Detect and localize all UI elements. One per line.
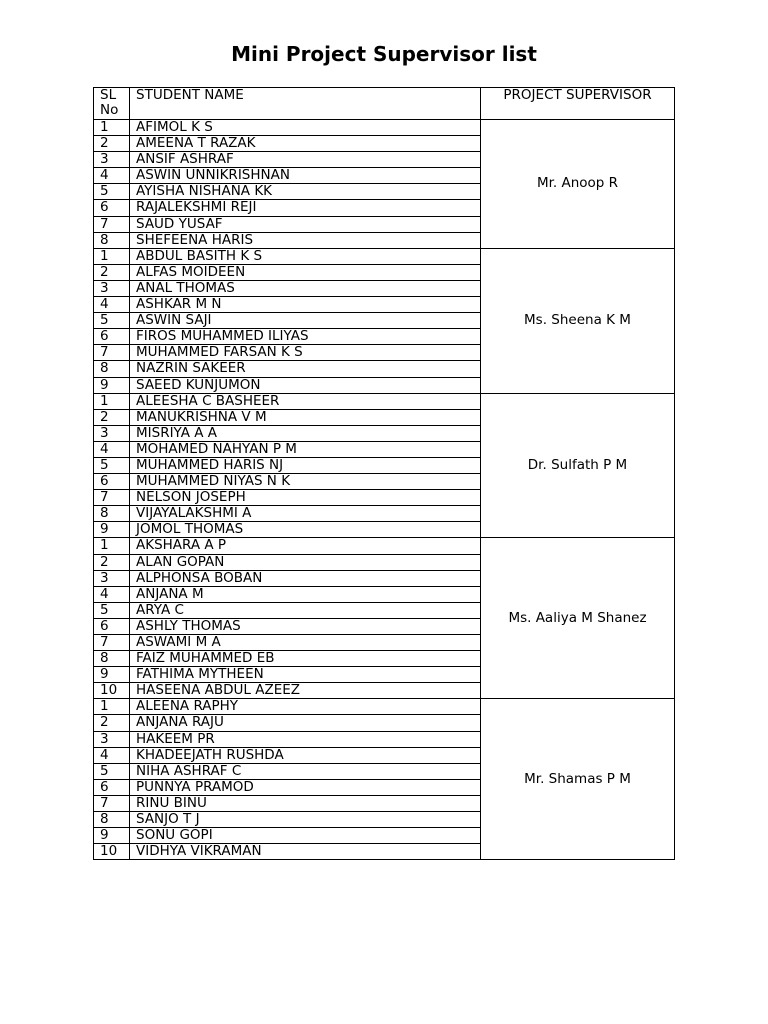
student-name-cell: SANJO T J bbox=[130, 812, 481, 828]
sl-no-cell: 7 bbox=[94, 490, 130, 506]
table-row bbox=[94, 120, 675, 136]
sl-no-cell: 8 bbox=[94, 812, 130, 828]
sl-no-cell: 8 bbox=[94, 232, 130, 248]
student-name-cell: ANSIF ASHRAF bbox=[130, 152, 481, 168]
sl-no-cell: 6 bbox=[94, 618, 130, 634]
student-name-cell: FATHIMA MYTHEEN bbox=[130, 667, 481, 683]
student-name-cell: NAZRIN SAKEER bbox=[130, 361, 481, 377]
student-name-cell: HAKEEM PR bbox=[130, 731, 481, 747]
student-name-cell: ALFAS MOIDEEN bbox=[130, 264, 481, 280]
student-name-cell: MUHAMMED FARSAN K S bbox=[130, 345, 481, 361]
student-name-cell: ARYA C bbox=[130, 602, 481, 618]
student-name-cell: JOMOL THOMAS bbox=[130, 522, 481, 538]
table-row bbox=[94, 538, 675, 554]
header-sl-no: SL No bbox=[94, 88, 130, 120]
supervisor-cell: Mr. Shamas P M bbox=[481, 699, 675, 860]
sl-no-cell: 10 bbox=[94, 683, 130, 699]
sl-no-cell: 4 bbox=[94, 586, 130, 602]
sl-no-cell: 9 bbox=[94, 828, 130, 844]
sl-no-cell: 3 bbox=[94, 152, 130, 168]
student-name-cell: VIDHYA VIKRAMAN bbox=[130, 844, 481, 860]
student-name-cell: ALEENA RAPHY bbox=[130, 699, 481, 715]
student-name-cell: ALAN GOPAN bbox=[130, 554, 481, 570]
sl-no-cell: 5 bbox=[94, 313, 130, 329]
sl-no-cell: 9 bbox=[94, 667, 130, 683]
sl-no-cell: 9 bbox=[94, 522, 130, 538]
student-name-cell: SONU GOPI bbox=[130, 828, 481, 844]
student-name-cell: ASHKAR M N bbox=[130, 297, 481, 313]
student-name-cell: ABDUL BASITH K S bbox=[130, 248, 481, 264]
sl-no-cell: 4 bbox=[94, 168, 130, 184]
student-name-cell: SHEFEENA HARIS bbox=[130, 232, 481, 248]
table-header-row bbox=[94, 88, 675, 120]
sl-no-cell: 2 bbox=[94, 715, 130, 731]
student-name-cell: ASWIN UNNIKRISHNAN bbox=[130, 168, 481, 184]
student-name-cell: NELSON JOSEPH bbox=[130, 490, 481, 506]
sl-no-cell: 4 bbox=[94, 441, 130, 457]
supervisor-table bbox=[93, 87, 675, 860]
sl-no-cell: 3 bbox=[94, 731, 130, 747]
sl-no-cell: 7 bbox=[94, 795, 130, 811]
student-name-cell: MUHAMMED HARIS NJ bbox=[130, 457, 481, 473]
student-name-cell: SAEED KUNJUMON bbox=[130, 377, 481, 393]
sl-no-cell: 1 bbox=[94, 248, 130, 264]
sl-no-cell: 5 bbox=[94, 457, 130, 473]
sl-no-cell: 4 bbox=[94, 747, 130, 763]
sl-no-cell: 2 bbox=[94, 136, 130, 152]
sl-no-cell: 8 bbox=[94, 506, 130, 522]
sl-no-cell: 8 bbox=[94, 651, 130, 667]
sl-no-cell: 2 bbox=[94, 264, 130, 280]
sl-no-cell: 1 bbox=[94, 538, 130, 554]
student-name-cell: ASHLY THOMAS bbox=[130, 618, 481, 634]
student-name-cell: ALEESHA C BASHEER bbox=[130, 393, 481, 409]
student-name-cell: AKSHARA A P bbox=[130, 538, 481, 554]
sl-no-cell: 9 bbox=[94, 377, 130, 393]
student-name-cell: ANJANA RAJU bbox=[130, 715, 481, 731]
sl-no-cell: 6 bbox=[94, 200, 130, 216]
student-name-cell: ASWIN SAJI bbox=[130, 313, 481, 329]
student-name-cell: FAIZ MUHAMMED EB bbox=[130, 651, 481, 667]
sl-no-cell: 1 bbox=[94, 699, 130, 715]
sl-no-cell: 3 bbox=[94, 280, 130, 296]
sl-no-cell: 5 bbox=[94, 602, 130, 618]
student-name-cell: MANUKRISHNA V M bbox=[130, 409, 481, 425]
table-row bbox=[94, 393, 675, 409]
sl-no-cell: 1 bbox=[94, 393, 130, 409]
student-name-cell: HASEENA ABDUL AZEEZ bbox=[130, 683, 481, 699]
student-name-cell: SAUD YUSAF bbox=[130, 216, 481, 232]
sl-no-cell: 1 bbox=[94, 120, 130, 136]
sl-no-cell: 2 bbox=[94, 409, 130, 425]
table-row bbox=[94, 699, 675, 715]
sl-no-cell: 8 bbox=[94, 361, 130, 377]
table-row bbox=[94, 248, 675, 264]
sl-no-cell: 6 bbox=[94, 329, 130, 345]
student-name-cell: FIROS MUHAMMED ILIYAS bbox=[130, 329, 481, 345]
student-name-cell: RINU BINU bbox=[130, 795, 481, 811]
student-name-cell: MUHAMMED NIYAS N K bbox=[130, 474, 481, 490]
student-name-cell: VIJAYALAKSHMI A bbox=[130, 506, 481, 522]
student-name-cell: ALPHONSA BOBAN bbox=[130, 570, 481, 586]
supervisor-cell: Ms. Aaliya M Shanez bbox=[481, 538, 675, 699]
supervisor-cell: Ms. Sheena K M bbox=[481, 248, 675, 393]
student-name-cell: NIHA ASHRAF C bbox=[130, 763, 481, 779]
table-body bbox=[94, 88, 675, 860]
student-name-cell: AMEENA T RAZAK bbox=[130, 136, 481, 152]
header-student-name: STUDENT NAME bbox=[130, 88, 481, 120]
student-name-cell: PUNNYA PRAMOD bbox=[130, 779, 481, 795]
sl-no-cell: 5 bbox=[94, 763, 130, 779]
student-name-cell: MOHAMED NAHYAN P M bbox=[130, 441, 481, 457]
sl-no-cell: 3 bbox=[94, 425, 130, 441]
student-name-cell: ANAL THOMAS bbox=[130, 280, 481, 296]
sl-no-cell: 10 bbox=[94, 844, 130, 860]
sl-no-cell: 7 bbox=[94, 216, 130, 232]
sl-no-cell: 7 bbox=[94, 345, 130, 361]
sl-no-cell: 4 bbox=[94, 297, 130, 313]
sl-no-cell: 7 bbox=[94, 635, 130, 651]
header-project-supervisor: PROJECT SUPERVISOR bbox=[481, 88, 675, 120]
sl-no-cell: 2 bbox=[94, 554, 130, 570]
supervisor-cell: Mr. Anoop R bbox=[481, 120, 675, 249]
supervisor-cell: Dr. Sulfath P M bbox=[481, 393, 675, 538]
student-name-cell: MISRIYA A A bbox=[130, 425, 481, 441]
page-title: Mini Project Supervisor list bbox=[231, 42, 537, 66]
student-name-cell: KHADEEJATH RUSHDA bbox=[130, 747, 481, 763]
student-name-cell: AFIMOL K S bbox=[130, 120, 481, 136]
student-name-cell: ANJANA M bbox=[130, 586, 481, 602]
sl-no-cell: 6 bbox=[94, 474, 130, 490]
student-name-cell: AYISHA NISHANA KK bbox=[130, 184, 481, 200]
sl-no-cell: 6 bbox=[94, 779, 130, 795]
student-name-cell: ASWAMI M A bbox=[130, 635, 481, 651]
student-name-cell: RAJALEKSHMI REJI bbox=[130, 200, 481, 216]
sl-no-cell: 3 bbox=[94, 570, 130, 586]
sl-no-cell: 5 bbox=[94, 184, 130, 200]
